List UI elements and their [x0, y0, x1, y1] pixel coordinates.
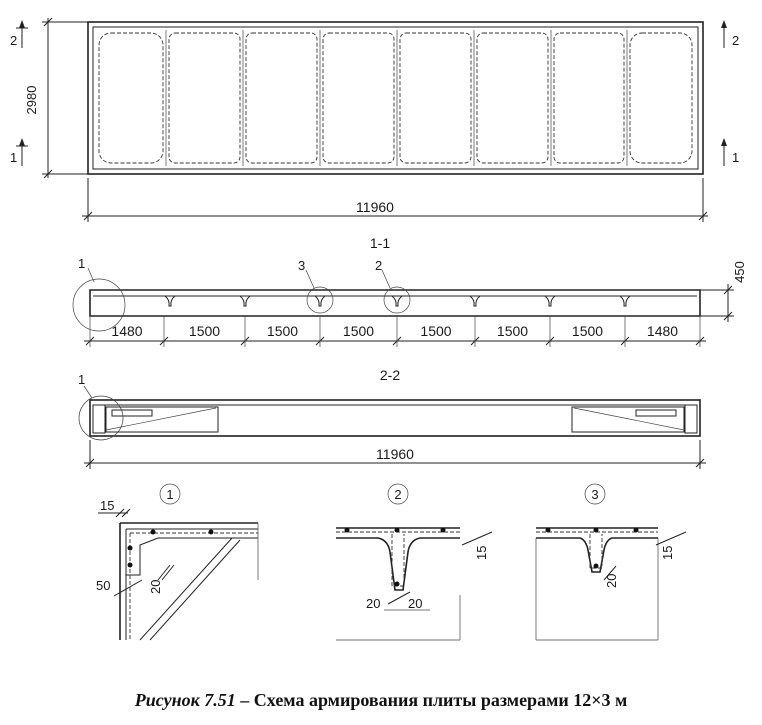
cut-2-right-label: 2 — [732, 33, 740, 48]
detail-2-side-dim-line — [462, 532, 492, 545]
plan-view — [10, 18, 739, 222]
detail-2-rebar-dot — [395, 582, 400, 587]
section-1-1-title: 1-1 — [369, 235, 391, 251]
callout-label-2-2-1: 1 — [78, 372, 86, 387]
section-1-1-rib — [620, 296, 630, 306]
detail-3-dim-bottom: 20 — [604, 573, 619, 588]
section-2-2-left-diagonal — [106, 408, 216, 430]
span-dim-label: 1500 — [420, 323, 452, 339]
detail-2-rebar-dot — [441, 528, 446, 533]
detail-3-side-dim-line — [656, 532, 686, 545]
detail-2-marker-label: 2 — [394, 487, 402, 502]
callout-circle-3 — [307, 287, 333, 313]
detail-3-rebar-dot — [546, 528, 551, 533]
detail-2-rebar-dot — [395, 528, 400, 533]
detail-1-dim-top: 15 — [100, 498, 115, 513]
detail-2-dim-side: 15 — [474, 545, 489, 560]
section-2-2-left-plate — [112, 410, 152, 416]
detail-3-marker-label: 3 — [591, 487, 599, 502]
span-dim-label: 1480 — [646, 323, 679, 339]
callout-leader-3 — [306, 270, 314, 288]
detail-2-dim-right: 20 — [408, 596, 423, 611]
span-dim-label: 1500 — [188, 323, 221, 339]
figure-number: Рисунок 7.51 — [134, 690, 236, 710]
section-1-1-rib — [470, 296, 480, 306]
section-1-1-outline — [90, 290, 700, 316]
plan-cells — [99, 30, 692, 166]
plan-inner-rim — [93, 27, 698, 169]
cut-1-right-label: 1 — [732, 150, 740, 165]
detail-2 — [336, 484, 492, 640]
detail-1-diagonal-bar-2 — [150, 540, 240, 640]
detail-1-rebar-dot — [128, 563, 133, 568]
detail-1-rebar-dot — [128, 546, 133, 551]
callout-circle-2 — [384, 287, 410, 313]
detail-3-rebar-dot — [594, 564, 599, 569]
plan-length-dim-label: 11960 — [356, 199, 394, 215]
section-1-1-span-labels — [111, 323, 678, 339]
detail-1-side-dim-line — [114, 580, 142, 596]
callout-label-1: 1 — [78, 256, 86, 271]
callout-leader-2 — [382, 270, 390, 288]
detail-2-bottom-dim-line — [388, 592, 410, 604]
section-1-1-rib — [315, 296, 325, 306]
cut-1-left-arrowhead — [19, 138, 25, 146]
detail-1-marker-label: 1 — [166, 487, 174, 502]
callout-label-2: 2 — [375, 258, 383, 273]
span-dim-label: 1500 — [266, 323, 299, 339]
detail-1 — [96, 484, 258, 640]
plan-cell — [99, 33, 163, 163]
section-2-2-title: 2-2 — [379, 367, 401, 383]
section-1-1-rib — [165, 296, 175, 306]
detail-3-dim-side: 15 — [660, 545, 675, 560]
detail-2-rebar-dot — [345, 528, 350, 533]
detail-1-dim-side: 50 — [96, 578, 111, 593]
section-2-2-length-dim-label: 11960 — [376, 446, 414, 462]
section-2-2-right-end — [685, 405, 697, 433]
cut-2-left-arrowhead — [19, 20, 25, 28]
detail-1-dim-diag: 20 — [148, 579, 163, 594]
section-1-1-ribs — [165, 296, 630, 306]
section-2-2-right-plate — [636, 410, 676, 416]
plan-cell — [323, 33, 394, 163]
plan-height-dim-label: 2980 — [24, 85, 39, 115]
span-dim-label: 1480 — [111, 323, 143, 339]
callout-label-3: 3 — [298, 258, 306, 273]
section-1-1 — [73, 235, 747, 347]
plan-cell — [554, 33, 624, 163]
callout-leader-2-2-1 — [84, 386, 92, 398]
cut-1-left-label: 1 — [10, 150, 18, 165]
cut-2-left-label: 2 — [10, 33, 18, 48]
detail-2-dim-left: 20 — [366, 596, 381, 611]
plan-outline — [88, 22, 703, 174]
span-dim-label: 1500 — [571, 323, 604, 339]
span-dim-label: 1500 — [342, 323, 375, 339]
cut-1-right-arrowhead — [721, 138, 727, 146]
section-1-1-span-ticks — [86, 316, 704, 347]
plan-cell — [477, 33, 548, 163]
plan-cell — [400, 33, 471, 163]
detail-1-inner-profile — [126, 529, 258, 575]
figure-caption — [0, 690, 762, 711]
detail-1-rebar-dot — [209, 530, 214, 535]
plan-cell — [246, 33, 317, 163]
cut-2-right-arrowhead — [721, 20, 727, 28]
plan-cell — [169, 33, 240, 163]
figure-title: – Схема армирования плиты размерами 12×3 м — [235, 690, 628, 710]
section-1-1-height-dim-label: 450 — [732, 261, 747, 283]
detail-1-rebar-dot — [151, 530, 156, 535]
detail-3-rebar-dot — [634, 528, 639, 533]
span-dim-label: 1500 — [496, 323, 529, 339]
detail-3 — [536, 484, 686, 640]
section-2-2-left-end — [93, 405, 105, 433]
section-2-2-right-diagonal — [574, 408, 684, 430]
section-1-1-rib — [240, 296, 250, 306]
section-1-1-rib — [545, 296, 555, 306]
plan-cell — [630, 33, 692, 163]
detail-3-rebar-dot — [594, 528, 599, 533]
section-2-2 — [78, 367, 706, 469]
section-1-1-rib — [392, 296, 402, 306]
detail-3-rebar-stirrup — [590, 534, 602, 568]
